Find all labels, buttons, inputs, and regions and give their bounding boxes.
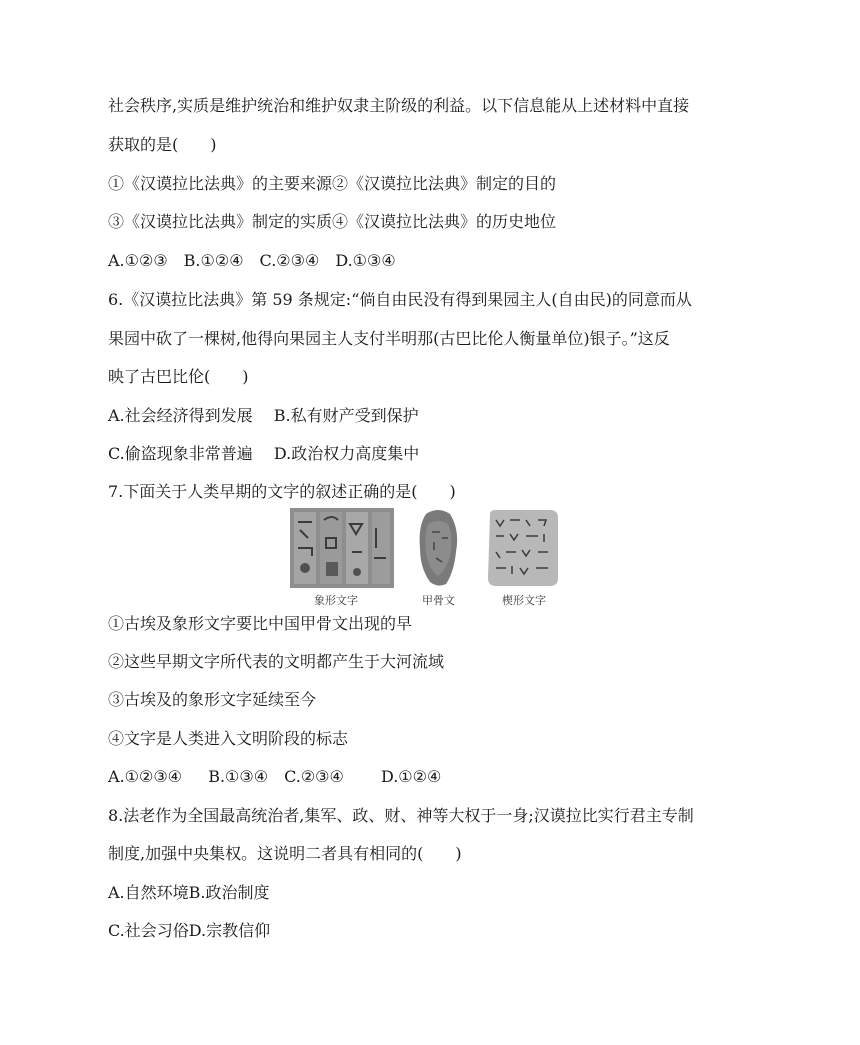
oracle-bone-image <box>416 508 460 588</box>
text-line: ④文字是人类进入文明阶段的标志 <box>108 729 349 748</box>
answer-options: C.社会习俗D.宗教信仰 <box>108 921 271 940</box>
text-line: ③古埃及的象形文字延续至今 <box>108 690 317 709</box>
text-line: ③《汉谟拉比法典》制定的实质④《汉谟拉比法典》的历史地位 <box>108 212 557 231</box>
ancient-scripts-figure <box>290 508 570 608</box>
answer-options: C.偷盗现象非常普遍 D.政治权力高度集中 <box>108 444 420 463</box>
text-line: ①古埃及象形文字要比中国甲骨文出现的早 <box>108 614 413 633</box>
answer-options: A.①②③ B.①②④ C.②③④ D.①③④ <box>108 251 396 270</box>
hieroglyph-image <box>290 508 394 588</box>
question-8: 8.法老作为全国最高统治者,集军、政、财、神等大权于一身;汉谟拉比实行君主专制 <box>108 806 694 825</box>
text-line: 制度,加强中央集权。这说明二者具有相同的( ) <box>108 844 462 863</box>
question-6: 6.《汉谟拉比法典》第 59 条规定:“倘自由民没有得到果园主人(自由民)的同意而从 <box>108 290 692 309</box>
answer-options: A.社会经济得到发展 B.私有财产受到保护 <box>108 406 419 425</box>
question-7: 7.下面关于人类早期的文字的叙述正确的是( ) <box>108 482 456 501</box>
answer-options: A.自然环境B.政治制度 <box>108 883 270 902</box>
text-line: 社会秩序,实质是维护统治和维护奴隶主阶级的利益。以下信息能从上述材料中直接 <box>108 96 690 115</box>
caption-hieroglyph: 象形文字 <box>314 594 358 607</box>
text-line: 映了古巴比伦( ) <box>108 367 249 386</box>
caption-cuneiform: 楔形文字 <box>502 594 546 607</box>
caption-oracle-bone: 甲骨文 <box>422 594 455 607</box>
text-line: ②这些早期文字所代表的文明都产生于大河流域 <box>108 652 445 671</box>
answer-options: A.①②③④ B.①③④ C.②③④ D.①②④ <box>108 767 442 786</box>
text-line: 获取的是( ) <box>108 135 217 154</box>
text-line: ①《汉谟拉比法典》的主要来源②《汉谟拉比法典》制定的目的 <box>108 174 557 193</box>
text-line: 果园中砍了一棵树,他得向果园主人支付半明那(古巴比伦人衡量单位)银子。”这反 <box>108 329 670 348</box>
cuneiform-tablet-image <box>486 508 560 588</box>
